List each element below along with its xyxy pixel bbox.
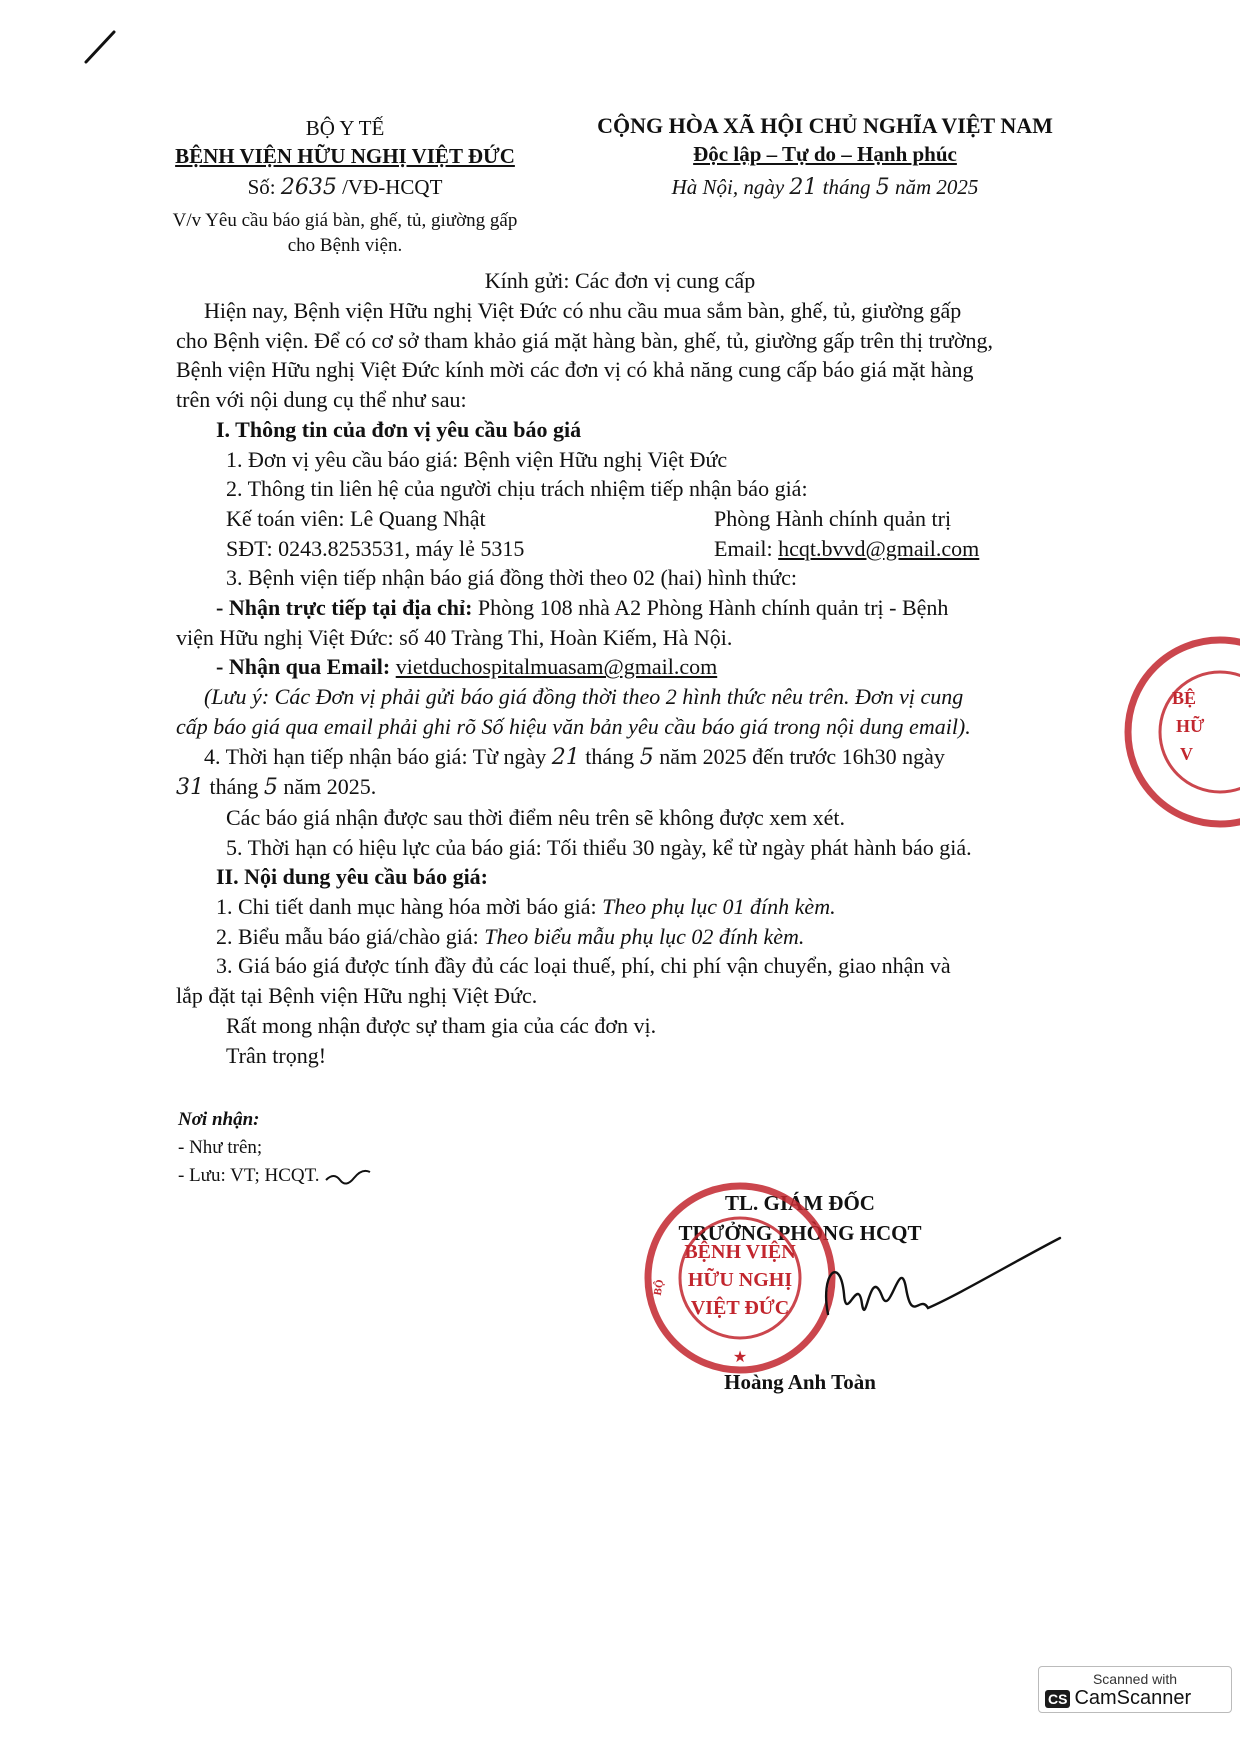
item-5: 5. Thời hạn có hiệu lực của báo giá: Tối thiểu 30 ngày, kể từ ngày phát hành báo giá. (226, 834, 972, 860)
watermark-brand: CamScanner (1074, 1687, 1192, 1709)
stamp-text-2: HỮU NGHỊ (687, 1269, 793, 1291)
signature-line-1: TL. GIÁM ĐỐC (725, 1191, 875, 1215)
item-4-text-e: năm 2025. (283, 774, 377, 800)
item-4-text-d: tháng (209, 774, 259, 800)
doc-number-suffix: /VĐ-HCQT (342, 175, 443, 199)
item-4-day-2: 31 (176, 775, 204, 801)
body-text (176, 296, 1066, 1070)
subject (120, 208, 570, 258)
note-line-1: (Lưu ý: Các Đơn vị phải gửi báo giá đồng thời theo 2 hình thức nêu trên. Đơn vị cung (204, 684, 964, 710)
closing-line-1: Rất mong nhận được sự tham gia của các đơn vị. (226, 1012, 657, 1038)
watermark-caption: Scanned with (1092, 1671, 1178, 1687)
email-line (176, 652, 1066, 682)
intro-line-1: Hiện nay, Bệnh viện Hữu nghị Việt Đức có nhu cầu mua sắm bàn, ghế, tủ, giường gấp (204, 298, 962, 323)
note-line-2: cấp báo giá qua email phải ghi rõ Số hiệu văn bản yêu cầu báo giá trong nội dung email). (176, 713, 971, 739)
item-3: 3. Bệnh viện tiếp nhận báo giá đồng thời theo 02 (hai) hình thức: (226, 565, 798, 591)
watermark-brand-row (1045, 1687, 1225, 1710)
item-4-month-1: 5 (639, 744, 654, 770)
contact-email-wrap (714, 534, 979, 564)
item-4-line-2 (176, 772, 1066, 803)
item-4-text-a: 4. Thời hạn tiếp nhận báo giá: Từ ngày (204, 743, 547, 769)
s2-item-3-line-1: 3. Giá báo giá được tính đầy đủ các loại thuế, phí, chi phí vận chuyển, giao nhận và (216, 953, 951, 979)
contact-name: Kế toán viên: Lê Quang Nhật (226, 505, 486, 531)
header-left (120, 116, 570, 258)
pen-mark (80, 28, 120, 68)
handwritten-signature (810, 1234, 1070, 1344)
hospital-name (120, 144, 570, 169)
direct-line-1 (176, 593, 1066, 623)
date-line (560, 175, 1090, 200)
edge-seal-text-2: HỮ (1176, 716, 1205, 736)
s2-item-1 (176, 892, 1066, 922)
closing-line-2: Trân trọng! (226, 1042, 327, 1068)
item-4-line-1 (176, 742, 1066, 773)
doc-number-handwritten: 2635 (280, 175, 337, 200)
intro-line-3: Bệnh viện Hữu nghị Việt Đức kính mời các đơn vị có khả năng cung cấp báo giá mặt hàng (176, 357, 974, 383)
s2-item-2-text: 2. Biểu mẫu báo giá/chào giá: (216, 923, 479, 949)
date-suffix: năm 2025 (895, 175, 979, 199)
contact-email-label: Email: (714, 535, 773, 561)
edge-seal-stamp (1120, 632, 1240, 832)
recipients-title: Nơi nhận: (178, 1109, 260, 1130)
subject-line-1: V/v Yêu cầu báo giá bàn, ghế, tủ, giường gấp (172, 210, 518, 231)
contact-email-link[interactable]: hcqt.bvvd@gmail.com (778, 535, 980, 561)
nation-title: CỘNG HÒA XÃ HỘI CHỦ NGHĨA VIỆT NAM (597, 113, 1053, 138)
item-4-month-2: 5 (263, 775, 278, 801)
date-mid: tháng (822, 175, 871, 199)
signer-name: Hoàng Anh Toàn (724, 1370, 876, 1394)
scanner-watermark (1038, 1666, 1232, 1713)
hospital-name-text: BỆNH VIỆN HỮU NGHỊ VIỆT ĐỨC (175, 144, 515, 168)
recipients-line-1: - Như trên; (178, 1137, 263, 1158)
subject-line-2: cho Bệnh viện. (287, 235, 403, 256)
s2-item-2 (176, 922, 1066, 952)
edge-seal-text-3: V (1180, 744, 1193, 764)
doc-number-prefix: Số: (247, 175, 276, 199)
item-1: 1. Đơn vị yêu cầu báo giá: Bệnh viện Hữu nghị Việt Đức (226, 446, 728, 472)
recipients (178, 1106, 372, 1190)
item-4-day-1: 21 (551, 744, 580, 770)
email-label: - Nhận qua Email: (216, 654, 391, 680)
s2-item-1-ref: Theo phụ lục 01 đính kèm. (602, 894, 836, 920)
stamp-text-3: VIỆT ĐỨC (690, 1297, 790, 1319)
contact-row-1 (176, 504, 1066, 534)
motto-text: Độc lập – Tự do – Hạnh phúc (693, 142, 957, 166)
contact-phone: SĐT: 0243.8253531, máy lẻ 5315 (226, 535, 525, 561)
section-2-title: II. Nội dung yêu cầu báo giá: (216, 864, 489, 890)
initials-scribble (324, 1168, 372, 1186)
email-link[interactable]: vietduchospitalmuasam@gmail.com (395, 654, 718, 680)
stamp-star-icon: ★ (732, 1349, 748, 1366)
item-4-text-c: năm 2025 đến trước 16h30 ngày (659, 743, 945, 769)
signature-line-2: TRƯỞNG PHÒNG HCQT (678, 1221, 922, 1245)
s2-item-1-text: 1. Chi tiết danh mục hàng hóa mời báo giá: (216, 894, 597, 920)
stamp-text-1: BỆNH VIỆN (684, 1241, 796, 1263)
direct-label: - Nhận trực tiếp tại địa chỉ: (216, 595, 473, 621)
contact-row-2 (176, 534, 1066, 564)
recipients-line-2 (178, 1162, 372, 1190)
direct-text-1: Phòng 108 nhà A2 Phòng Hành chính quản trị - Bệnh (477, 595, 949, 621)
direct-line-2: viện Hữu nghị Việt Đức: số 40 Tràng Thi, Hoàn Kiếm, Hà Nội. (176, 624, 733, 650)
recipients-line-2-text: - Lưu: VT; HCQT. (178, 1165, 320, 1186)
edge-seal-text-1: BỆ (1172, 688, 1197, 708)
intro-line-4: trên với nội dung cụ thể như sau: (176, 387, 467, 413)
stamp-side-text: BỘ (651, 1278, 667, 1297)
date-day: 21 (789, 175, 818, 200)
date-prefix: Hà Nội, ngày (671, 175, 785, 199)
camscanner-logo-icon: CS (1045, 1690, 1070, 1708)
ministry-name: BỘ Y TẾ (305, 116, 385, 140)
intro-line-2: cho Bệnh viện. Để có cơ sở tham khảo giá mặt hàng bàn, ghế, tủ, giường gấp trên thị trường, (176, 327, 993, 353)
contact-dept: Phòng Hành chính quản trị (714, 505, 952, 531)
header-right (560, 113, 1090, 200)
s2-item-3-line-2: lắp đặt tại Bệnh viện Hữu nghị Việt Đức. (176, 983, 538, 1009)
date-month: 5 (875, 175, 890, 200)
salutation: Kính gửi: Các đơn vị cung cấp (484, 268, 756, 293)
doc-number (120, 175, 570, 200)
section-1-title: I. Thông tin của đơn vị yêu cầu báo giá (216, 416, 582, 442)
motto (560, 142, 1090, 167)
item-4-text-b: tháng (585, 743, 635, 769)
late-note: Các báo giá nhận được sau thời điểm nêu trên sẽ không được xem xét. (226, 804, 845, 830)
item-2: 2. Thông tin liên hệ của người chịu trách nhiệm tiếp nhận báo giá: (226, 476, 808, 502)
s2-item-2-ref: Theo biểu mẫu phụ lục 02 đính kèm. (484, 923, 805, 949)
